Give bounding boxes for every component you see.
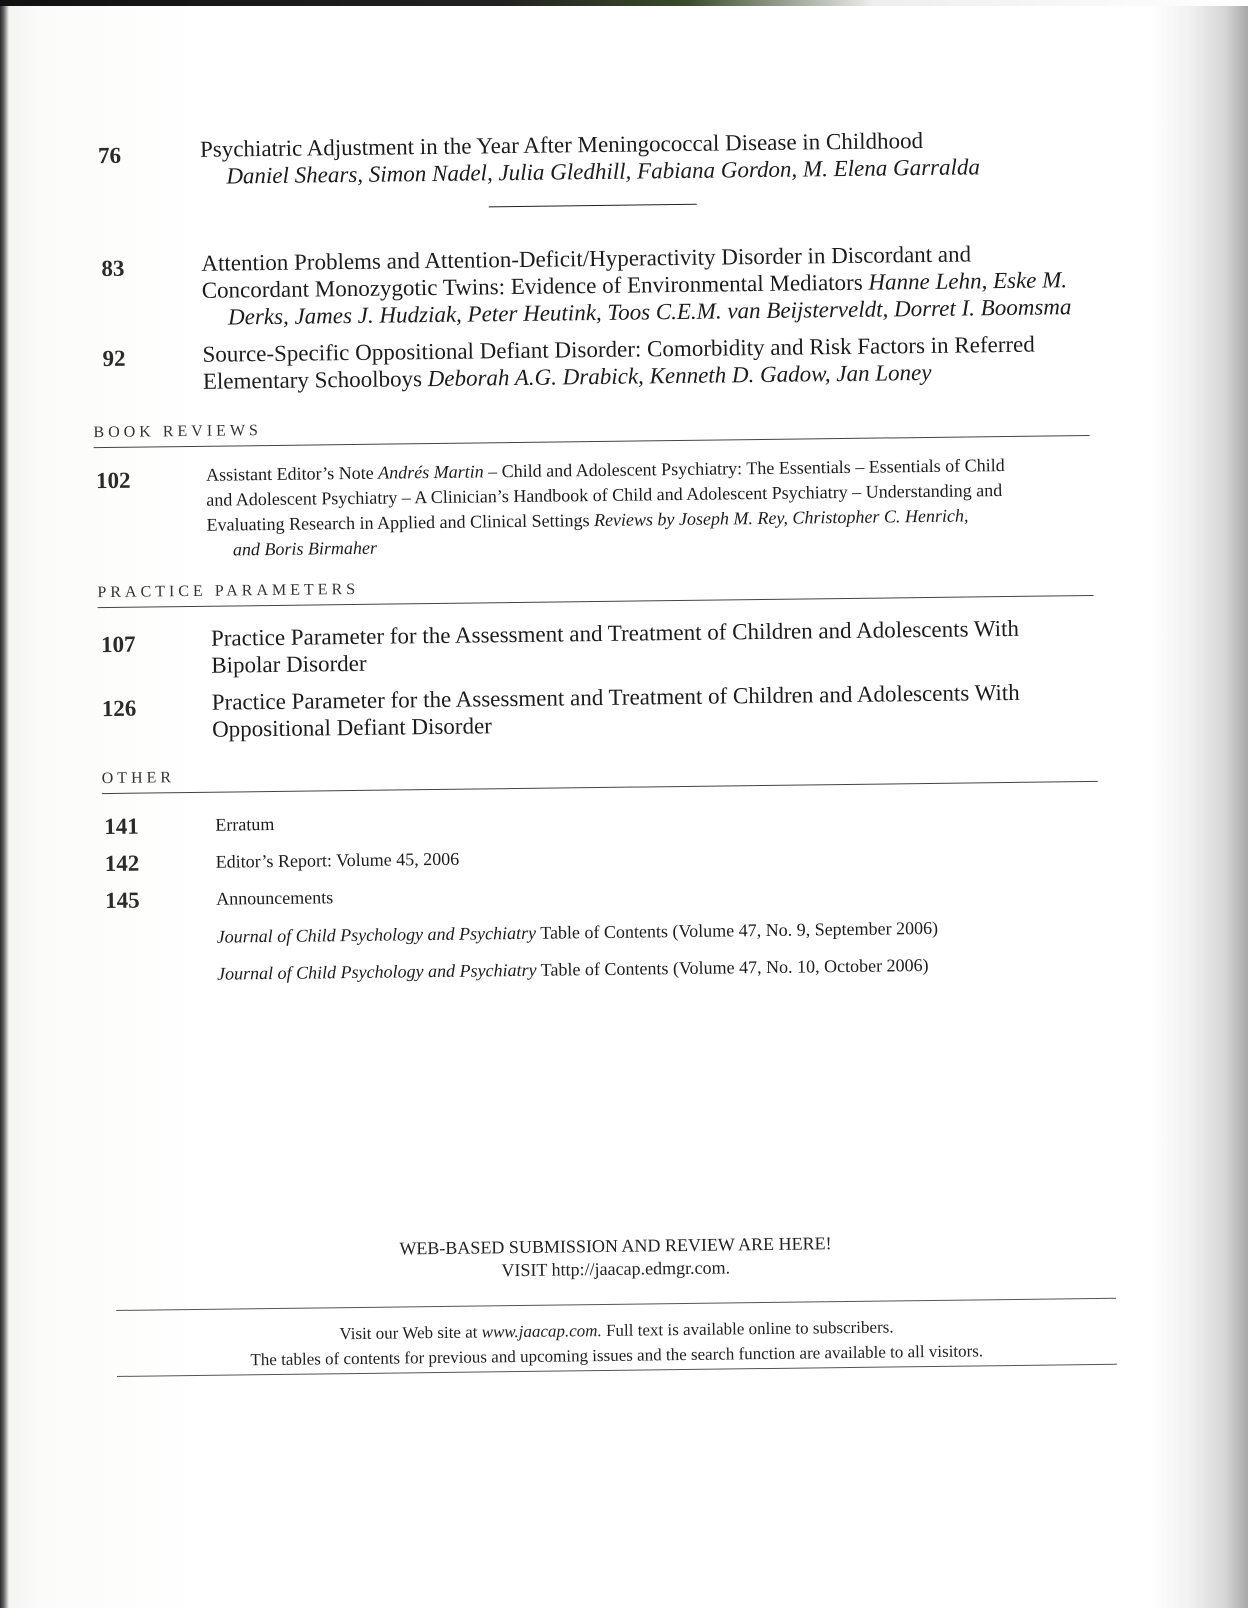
entry-authors: Deborah A.G. Drabick, Kenneth D. Gadow, Jan Loney — [427, 359, 932, 392]
entry-title: Psychiatric Adjustment in the Year After Meningococcal Disease in Childhood — [199, 128, 924, 162]
toc-entry[interactable] — [217, 951, 1117, 987]
entry-title[interactable]: Erratum — [215, 813, 275, 835]
footer-line: The tables of contents for previous and upcoming issues and the search function are available to all visitors. — [250, 1341, 984, 1370]
submission-notice — [335, 1231, 896, 1284]
entry-title: Concordant Monozygotic Twins: Evidence of Environmental Mediators — [201, 269, 863, 303]
entry-title: Table of Contents (Volume 47, No. 10, October 2006) — [540, 954, 929, 980]
journal-name: Journal of Child Psychology and Psychiatry — [216, 959, 537, 984]
entry-page-number: 141 — [104, 813, 139, 840]
entry-page-number: 83 — [101, 255, 125, 282]
entry-page-number: 107 — [100, 631, 136, 658]
notice-headline: WEB-BASED SUBMISSION AND REVIEW ARE HERE! — [399, 1233, 832, 1259]
toc-entry[interactable] — [206, 452, 1107, 563]
journal-name: Journal of Child Psychology and Psychiatry — [216, 922, 537, 947]
entry-page-number: 102 — [95, 467, 131, 494]
entry-title: Oppositional Defiant Disorder — [211, 713, 493, 742]
section-heading-book-reviews: BOOK REVIEWS — [93, 422, 263, 442]
notice-link[interactable]: VISIT http://jaacap.edmgr.com. — [501, 1257, 731, 1281]
entry-title: and Adolescent Psychiatry – A Clinician’s Handbook of Child and Adolescent Psychiatry – Understanding and — [206, 480, 1003, 510]
entry-title: Source-Specific Oppositional Defiant Disorder: Comorbidity and Risk Factors in Referred — [202, 331, 1035, 367]
entry-authors: Derks, James J. Hudziak, Peter Heutink, Toos C.E.M. van Beijsterveldt, Dorret I. Boomsma — [227, 294, 1072, 330]
footer-rule-top — [116, 1298, 1116, 1311]
entry-authors: Reviews by Joseph M. Rey, Christopher C. Henrich, — [593, 505, 969, 531]
entry-page-number: 92 — [102, 345, 126, 372]
section-heading-other: OTHER — [101, 769, 176, 788]
entry-title[interactable]: Announcements — [216, 887, 334, 909]
section-rule — [102, 781, 1098, 794]
entry-page-number: 126 — [101, 695, 137, 722]
footer-line: Visit our Web site at — [339, 1322, 478, 1344]
entry-title: – Child and Adolescent Psychiatry: The Essentials – Essentials of Child — [488, 455, 1005, 482]
entry-title: Attention Problems and Attention-Deficit/Hyperactivity Disorder in Discordant and — [201, 241, 972, 276]
toc-entry[interactable] — [200, 125, 1081, 190]
entry-authors: Hanne Lehn, Eske M. — [868, 267, 1068, 295]
toc-entry[interactable] — [201, 239, 1102, 331]
toc-entry[interactable] — [202, 330, 1103, 395]
entry-title: Practice Parameter for the Assessment and Treatment of Children and Adolescents With — [210, 615, 1020, 651]
entry-title[interactable]: Editor’s Report: Volume 45, 2006 — [215, 848, 460, 872]
entry-title: Evaluating Research in Applied and Clinical Settings — [206, 510, 590, 535]
entry-title: Practice Parameter for the Assessment and Treatment of Children and Adolescents With — [211, 679, 1020, 715]
entry-authors: Andrés Martin — [378, 461, 484, 483]
entry-title: Elementary Schoolboys — [202, 366, 423, 394]
website-link[interactable]: www.jaacap.com. — [481, 1321, 602, 1342]
entry-title: Bipolar Disorder — [211, 650, 367, 678]
entry-title: Table of Contents (Volume 47, No. 9, September 2006) — [540, 917, 939, 943]
footer-line: Full text is available online to subscribers. — [605, 1317, 894, 1340]
entry-authors: and Boris Birmaher — [232, 537, 378, 560]
toc-entry[interactable] — [216, 914, 1116, 950]
divider — [489, 204, 697, 208]
toc-entry[interactable] — [212, 678, 1113, 743]
entry-page-number: 76 — [97, 142, 122, 169]
toc-entry[interactable] — [211, 614, 1112, 679]
section-heading-practice-parameters: PRACTICE PARAMETERS — [97, 580, 360, 602]
entry-authors: Daniel Shears, Simon Nadel, Julia Gledhill, Fabiana Gordon, M. Elena Garralda — [226, 154, 981, 189]
entry-title: Assistant Editor’s Note — [205, 462, 374, 485]
entry-page-number: 142 — [104, 850, 140, 877]
entry-page-number: 145 — [105, 887, 140, 914]
